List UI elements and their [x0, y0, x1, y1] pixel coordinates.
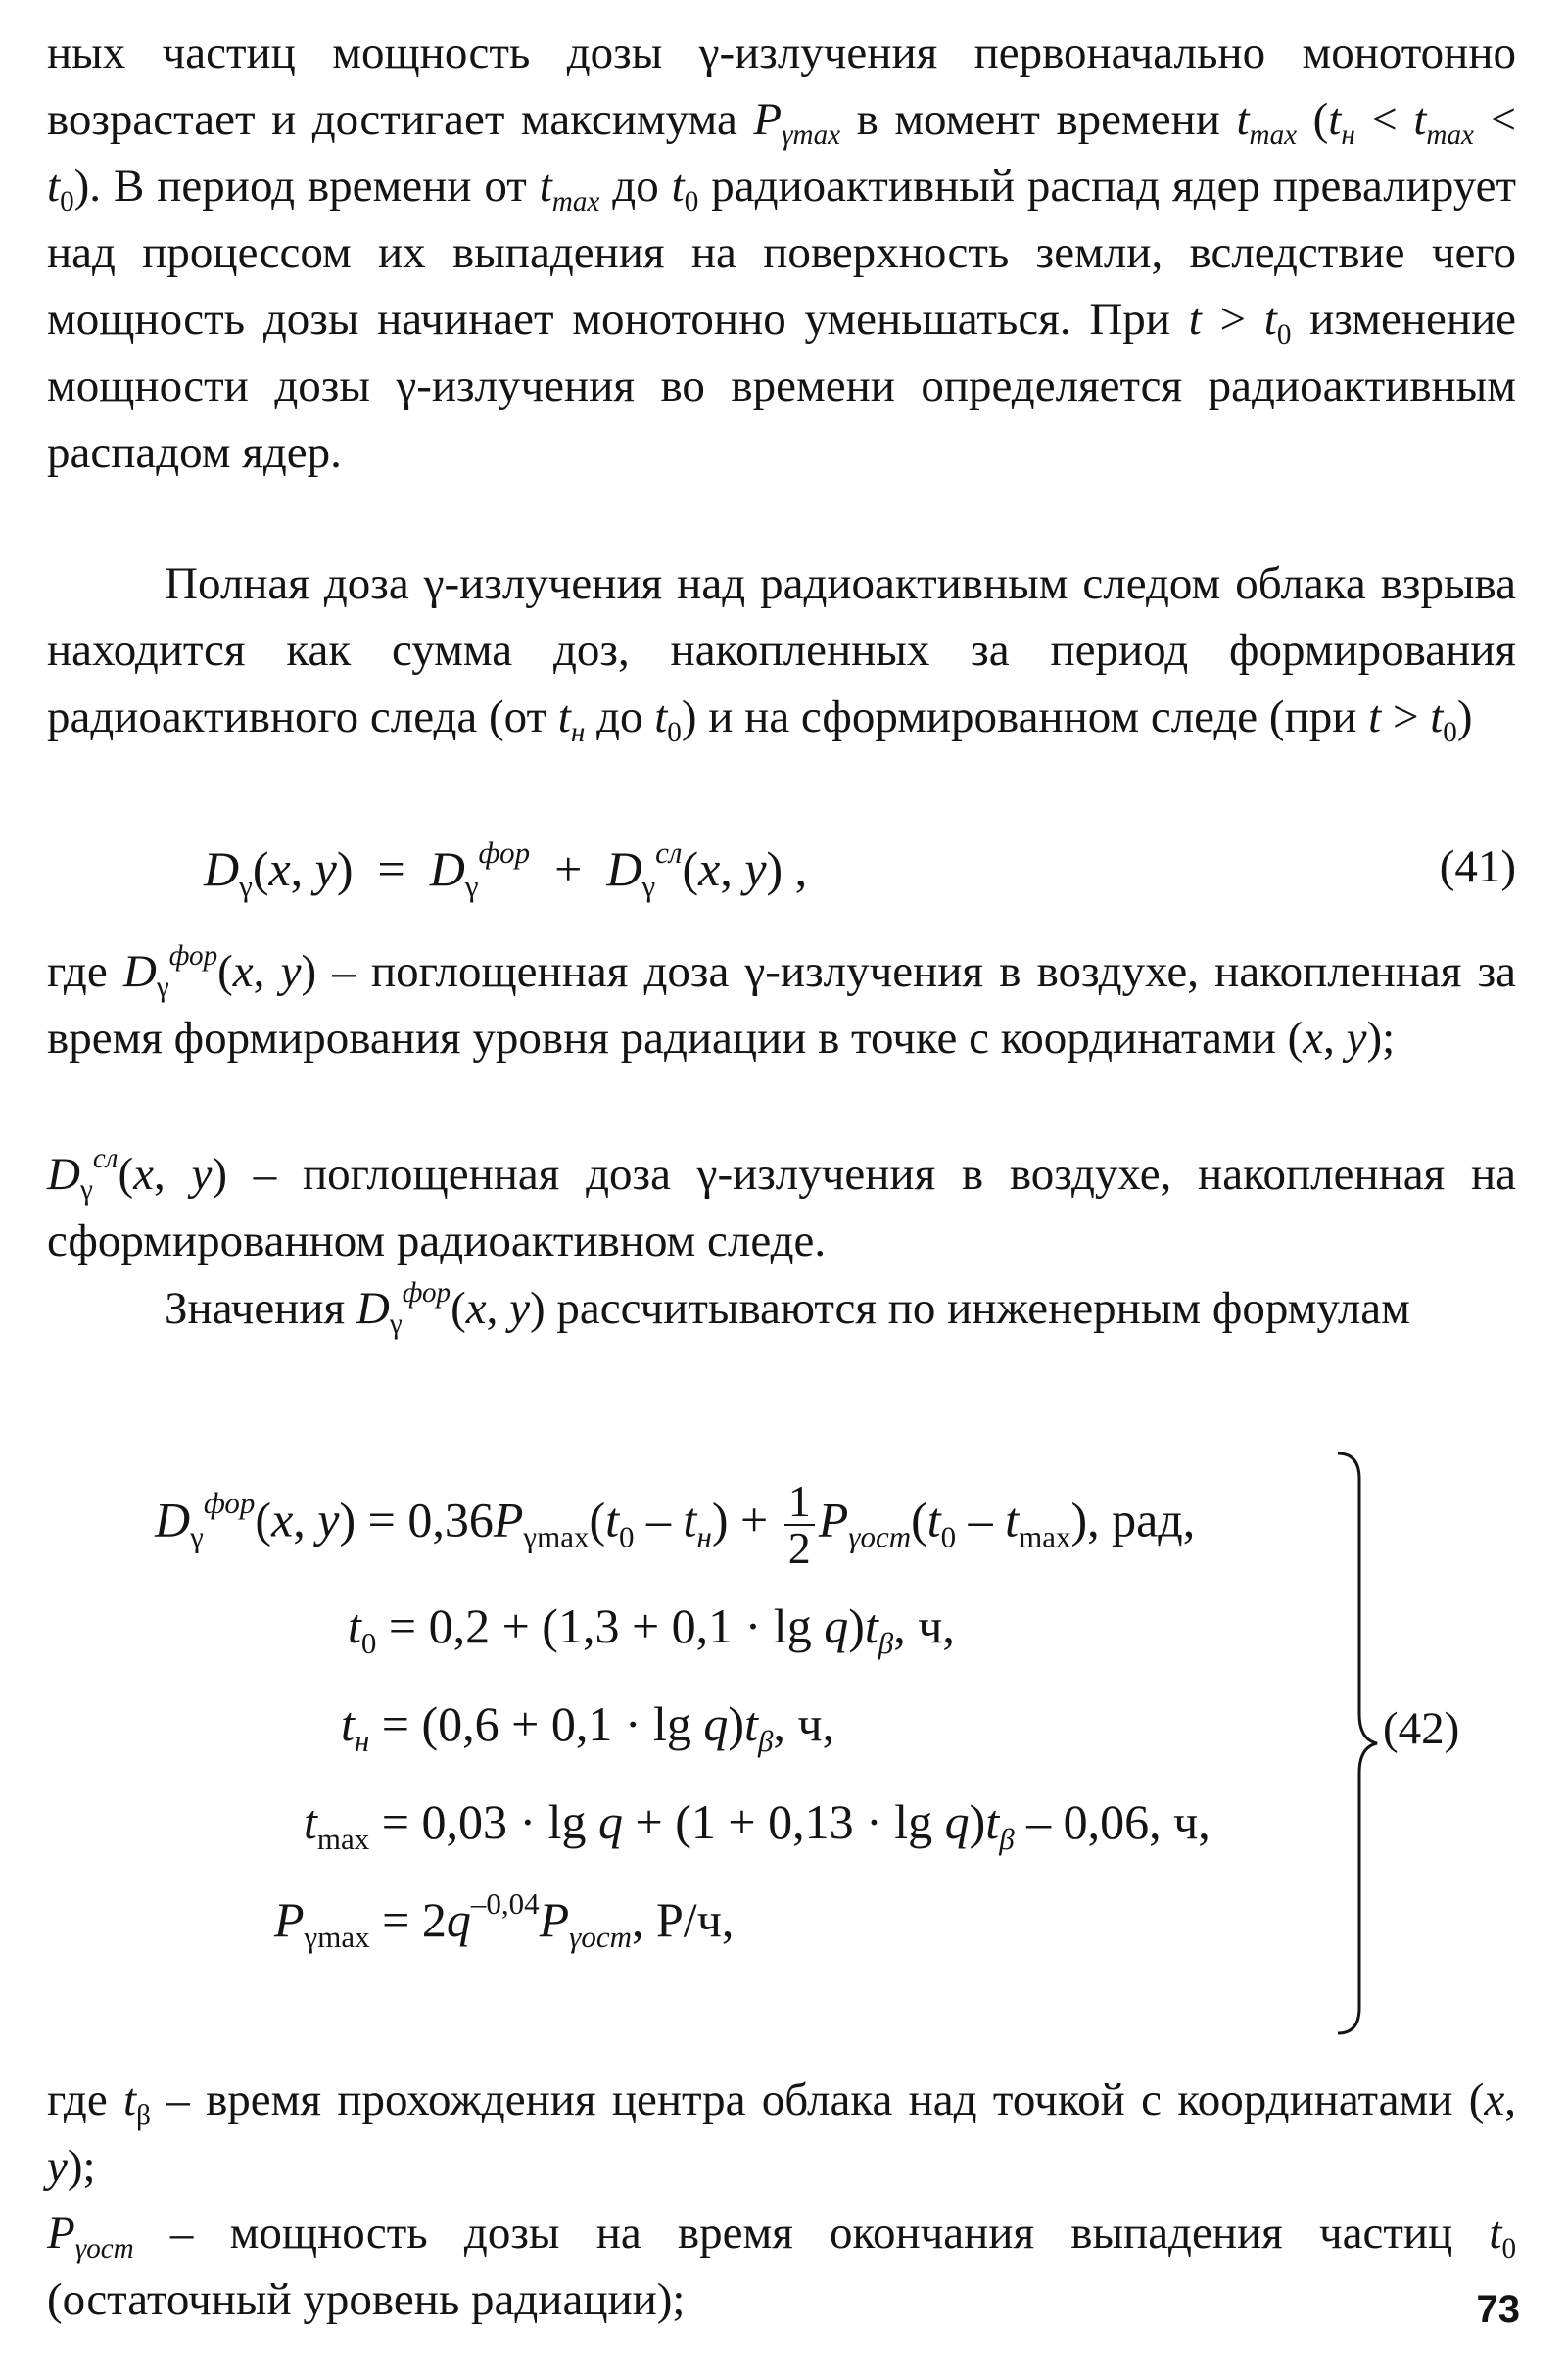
equation-pmax: $P_{\gamma max} = 2q^{-0,04}P_{\gamma ост}$, Р/ч,	[274, 1885, 735, 1954]
paragraph-7: $P_{\gamma ост}$ – мощность дозы на время окончания выпадения частиц $t_0$ (остаточный уровень радиации);	[47, 2208, 1516, 2325]
equation-number: (42)	[1383, 1703, 1460, 1754]
fraction-one-half: $\frac{1}{2}$	[784, 1479, 815, 1571]
equation-tn: $t_н = (0,6 + 0,1 \cdot \lg q)t_\beta$, ч,	[341, 1696, 835, 1758]
equation-41: $D_\gamma(x$, $y) = D_\gamma^{фор} + D_\gamma^{сл}(x$, y) , (41)	[204, 834, 1516, 903]
paragraph-2: Полная доза γ-излучения над радиоактивным следом облака взрыва находится как сумма доз, накопленных за период формирования радиоактивного следа (от $t_н$ до $t_0$) и на сформированном следе (при $t > t_0$)	[47, 558, 1516, 749]
paragraph-5: Значения $D_\gamma^{фор}(x$, y) рассчитываются по инженерным формулам	[165, 1277, 1410, 1341]
paragraph-6: где $t_\beta$ – время прохождения центра облака над точкой с координатами (x, y);	[47, 2074, 1517, 2192]
page-number: 73	[1476, 2288, 1520, 2331]
equation-t0: $t_0 = 0,2 + (1,3 + 0,1 \cdot \lg q)t_\beta$, ч,	[348, 1598, 955, 1660]
equation-tmax: $t_{max} = 0,03 \cdot \lg q + (1 + 0,13 \cdot \lg q)t_\beta - 0,06$, ч,	[304, 1794, 1211, 1856]
equation-number: (41)	[1439, 841, 1516, 892]
equation-system-42	[47, 1450, 1516, 2047]
equation-dose-formation: $D_\gamma^{фор}(x$, $y) = 0,36P_{\gamma max}(t_0 - t_н)$ + $\frac{1}{2}$ $P_{\gamma ост}(t_0 - t_{max})$, рад,	[155, 1476, 1196, 1573]
paragraph-3: где $D_\gamma^{фор}(x$, y) – поглощенная доза γ-излучения в воздухе, накопленная за время формирования уровня радиации в точке с координатами (x, y);	[47, 940, 1516, 1064]
paragraph-4: $D_\gamma^{сл}(x$, y) – поглощенная доза γ-излучения в воздухе, накопленная на сформированном радиоактивном следе.	[47, 1143, 1517, 1266]
right-brace	[1336, 1450, 1379, 2037]
paragraph-1: ных частиц мощность дозы γ-излучения первоначально монотонно возрастает и достигает максимума $P_{\gamma max}$ в момент времени $t_{max}$ $(t_н < t_{max} < t_0)$. В период времени от $t_{max}$ до $t_0$ радиоактивный распад ядер превалирует над процессом их выпадения на поверхность земли, вследствие чего мощность дозы начинает монотонно уменьшаться. При $t > t_0$ изменение мощности дозы γ-излучения во времени определяется радиоактивным распадом ядер.	[47, 27, 1516, 478]
